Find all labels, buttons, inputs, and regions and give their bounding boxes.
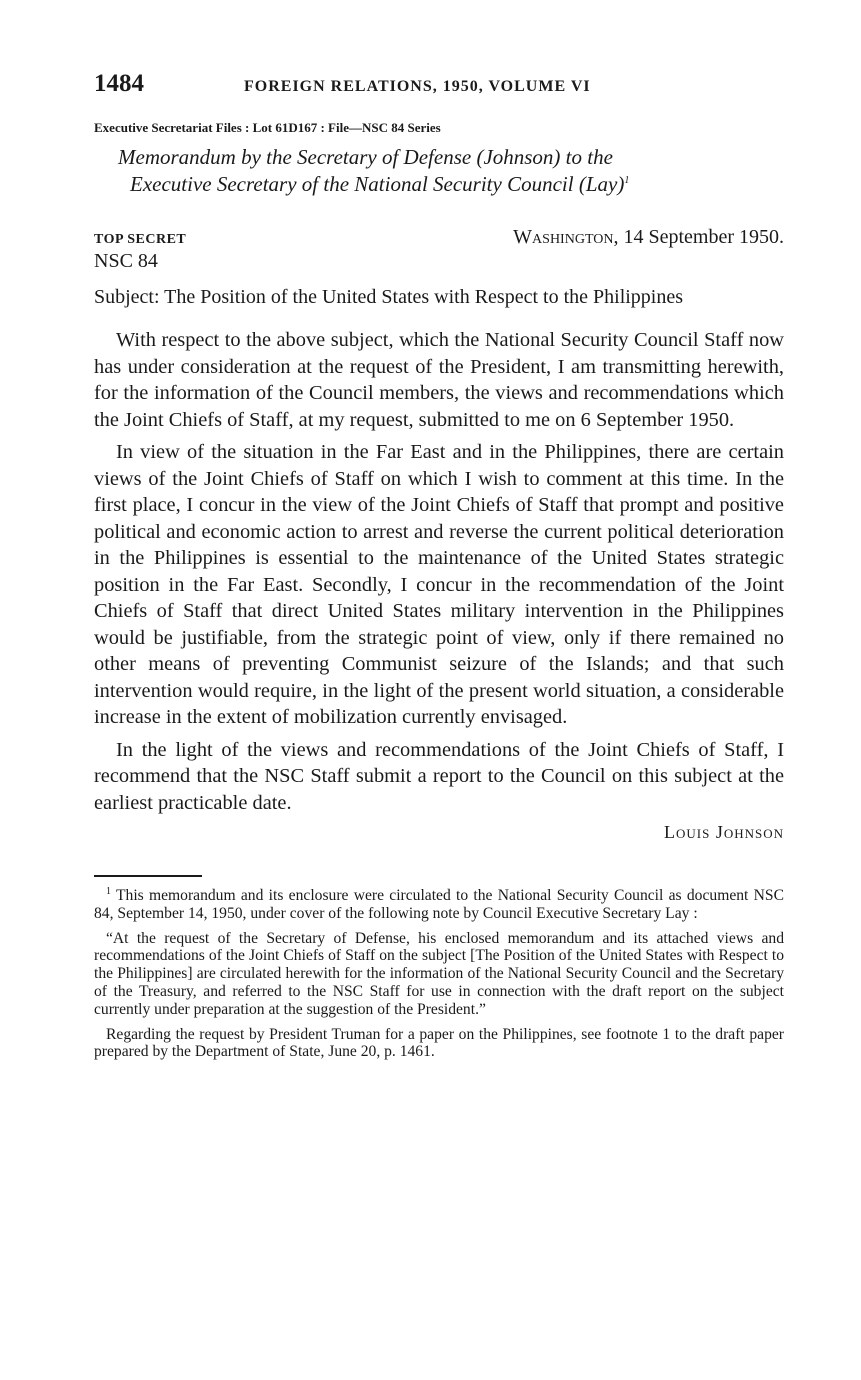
classification-label: TOP SECRET — [94, 232, 187, 247]
subject-line: Subject: The Position of the United States with Respect to the Philippines — [94, 286, 684, 308]
document-page — [94, 70, 784, 1068]
body-paragraph: In view of the situation in the Far East and in the Philippines, there are certain views of the Joint Chiefs of Staff on which I wish to comment at this time. In the first place, I concur in the view of the Joint Chiefs of Staff that prompt and positive political and economic action to arrest and reverse the current political deterioration in the Philippines is essential to the maintenance of the United States strategic position in the Far East. Secondly, I concur in the recommendation of the Joint Chiefs of Staff that direct United States military intervention in the Philippines would be justifiable, from the strategic point of view, only if there remained no other means of preventing Communist seizure of the Islands; and that such intervention would require, in the light of the present world situation, a considerable increase in the extent of mobilization currently envisaged. — [94, 441, 784, 728]
dateline — [513, 226, 784, 249]
running-head: FOREIGN RELATIONS, 1950, VOLUME VI — [244, 78, 591, 95]
memo-title-line1: Memorandum by the Secretary of Defense (Johnson) to the — [118, 145, 613, 169]
footnote-reference: 1 — [624, 175, 630, 186]
dateline-place: Washington, — [513, 226, 619, 248]
dateline-date: 14 September 1950. — [623, 226, 784, 248]
footnote — [94, 887, 784, 923]
document-number: NSC 84 — [94, 250, 158, 272]
footnote-number: 1 — [106, 885, 111, 897]
memo-title-line2: Executive Secretary of the National Security Council (Lay) — [130, 172, 625, 196]
page-header — [94, 70, 784, 110]
memo-title — [94, 144, 784, 198]
meta-row — [94, 226, 784, 249]
footnote-divider — [94, 875, 202, 877]
footnote-quote: “At the request of the Secretary of Defense, his enclosed memorandum and its attached views and recommendations of the Joint Chiefs of Staff on the subject [The Position of the United States with Respect to the Philippines] are circulated herewith for the information of the National Security Council and the Secretary of the Treasury, and referred to the NSC Staff for use in connection with the draft report on the subject currently under preparation at the suggestion of the President.” — [94, 929, 784, 1018]
signature: Louis Johnson — [663, 822, 784, 842]
footnote-continuation: Regarding the request by President Truman for a paper on the Philippines, see footnote 1 to the draft paper prepared by the Department of State, June 20, p. 1461. — [94, 1025, 784, 1061]
page-number: 1484 — [94, 70, 144, 97]
footnote-text: This memorandum and its enclosure were circulated to the National Security Council as document NSC 84, September 14, 1950, under cover of the following note by Council Executive Secretary Lay : — [94, 887, 784, 922]
body-paragraph: With respect to the above subject, which the National Security Council Staff now has under consideration at the request of the President, I am transmitting herewith, for the information of the Council members, the views and recommendations which the Joint Chiefs of Staff, at my request, submitted to me on 6 September 1950. — [94, 329, 784, 431]
body-paragraph: In the light of the views and recommendations of the Joint Chiefs of Staff, I recommend that the NSC Staff submit a report to the Council on this subject at the earliest practicable date. — [94, 738, 784, 814]
file-reference: Executive Secretariat Files : Lot 61D167 : File—NSC 84 Series — [94, 120, 441, 135]
